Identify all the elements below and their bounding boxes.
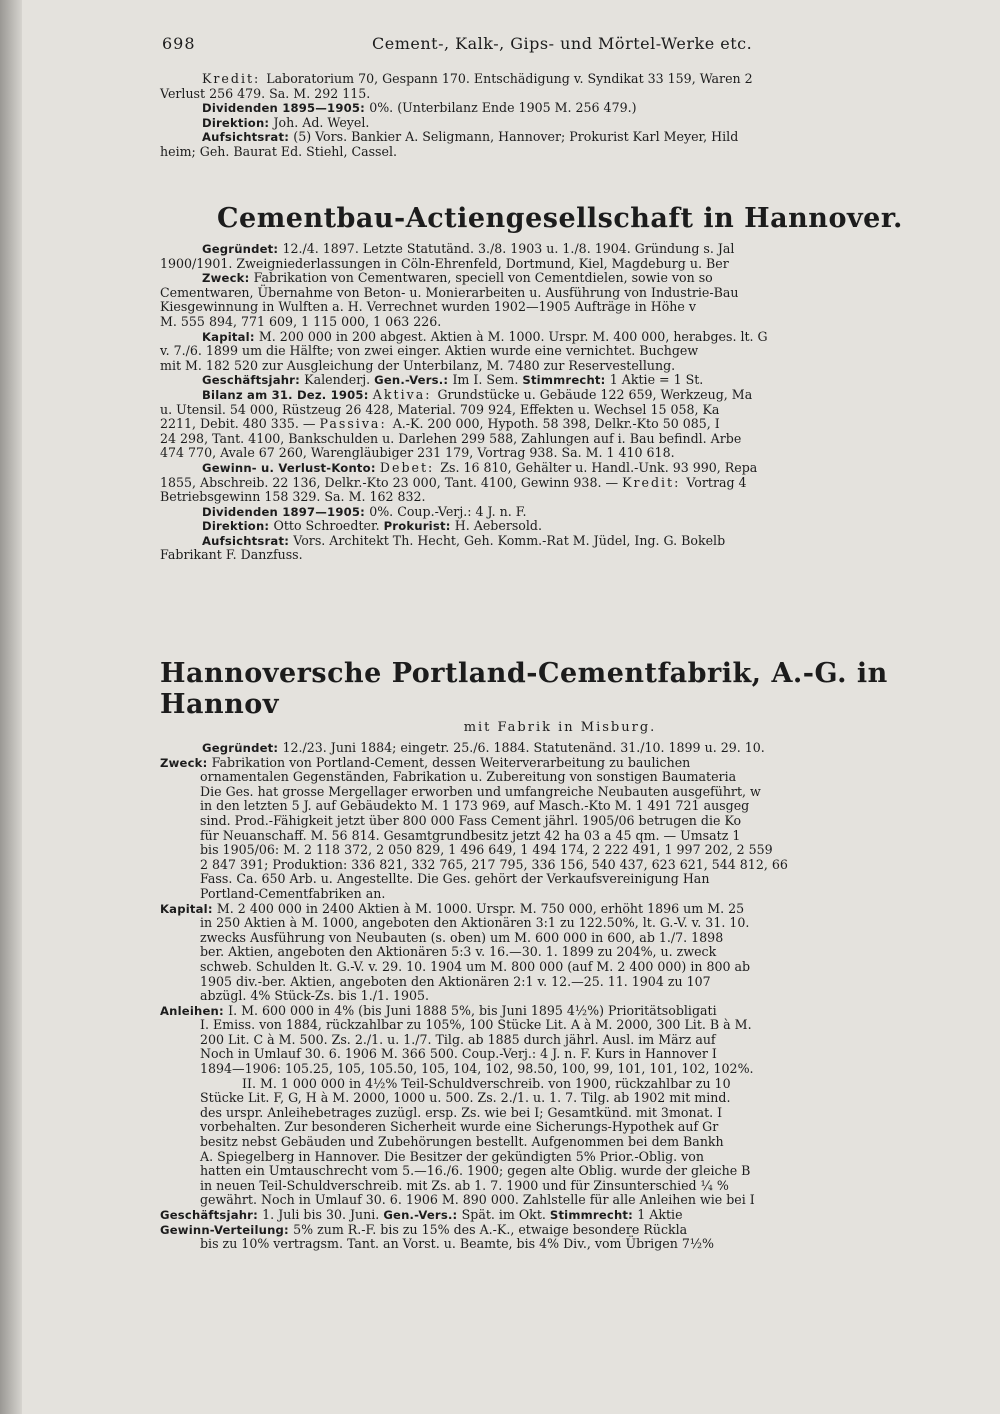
entry-text: 1905 div.-ber. Aktien, angeboten den Aktionären 2:1 v. 12.—25. 11. 1904 zu 107 [200, 973, 711, 989]
entry-text: Portland-Cementfabriken an. [200, 885, 386, 901]
entry-text: in 250 Aktien à M. 1000, angeboten den Aktionären 3:1 zu 122.50%, lt. G.-V. v. 31. 10. [200, 915, 750, 931]
page-binding-edge [0, 0, 22, 1414]
entry-text: Fass. Ca. 650 Arb. u. Angestellte. Die Ges. gehört der Verkaufsvereinigung Han [200, 871, 710, 887]
entry-text: 24 298, Tant. 4100, Bankschulden u. Darlehen 299 588, Zahlungen auf i. Bau befindl. Arbe [160, 430, 742, 446]
entry-text: Gegründet: 12./4. 1897. Letzte Statutänd. 3./8. 1903 u. 1./8. 1904. Gründung s. Jal [202, 241, 735, 256]
entry-text: Kapital: M. 200 000 in 200 abgest. Aktien à M. 1000. Urspr. M. 400 000, herabges. lt. G [202, 328, 768, 344]
entry-text: abzügl. 4% Stück-Zs. bis 1./1. 1905. [200, 988, 430, 1004]
entry-text: Anleihen: I. M. 600 000 in 4% (bis Juni 1888 5%, bis Juni 1895 4½%) Prioritätsobligati [160, 1002, 717, 1018]
entry-text: Zweck: Fabrikation von Portland-Cement, dessen Weiterverarbeitung zu baulichen [160, 754, 691, 770]
entry-text: Kredit: Laboratorium 70, Gespann 170. Entschädigung v. Syndikat 33 159, Waren 2 [202, 71, 753, 86]
page-number: 698 [162, 34, 196, 53]
company-heading: Hannoversche Portland-Cementfabrik, A.-G. in Hannov [160, 658, 888, 720]
entry-text: v. 7./6. 1899 um die Hälfte; von zwei einger. Aktien wurde eine vernichtet. Buchgew [160, 343, 699, 359]
entry-text: 200 Lit. C à M. 500. Zs. 2./1. u. 1./7. Tilg. ab 1885 durch jährl. Ausl. im März auf [200, 1031, 716, 1047]
entry-text: Cementwaren, Übernahme von Beton- u. Monierarbeiten u. Ausführung von Industrie-Bau [160, 284, 739, 300]
entry-text: Geschäftsjahr: Kalenderj. Gen.-Vers.: Im I. Sem. Stimmrecht: 1 Aktie = 1 St. [202, 372, 704, 388]
zweck-continuation [160, 770, 960, 901]
entry-text: Dividenden 1895—1905: 0%. (Unterbilanz Ende 1905 M. 256 479.) [202, 100, 637, 116]
entry-text: 2 847 391; Produktion: 336 821, 332 765, 217 795, 336 156, 540 437, 623 621, 544 812, 66 [200, 856, 788, 872]
entry-text: Direktion: Otto Schroedter. Prokurist: H. Aebersold. [202, 518, 542, 534]
entry-text: hatten ein Umtauschrecht vom 5.—16./6. 1900; gegen alte Oblig. wurde der gleiche B [200, 1163, 751, 1179]
entry-text: sind. Prod.-Fähigkeit jetzt über 800 000 Fass Cement jährl. 1905/06 betrugen die Ko [200, 812, 742, 828]
entry-text: in den letzten 5 J. auf Gebäudekto M. 1 173 969, auf Masch.-Kto M. 1 491 721 ausgeg [200, 798, 750, 814]
previous-entry-continuation [160, 72, 960, 160]
entry-text: Die Ges. hat grosse Mergellager erworben und umfangreiche Neubauten ausgeführt, w [200, 783, 761, 799]
entry-text: Dividenden 1897—1905: 0%. Coup.-Verj.: 4 J. n. F. [202, 503, 527, 519]
entry-text: Kapital: M. 2 400 000 in 2400 Aktien à M. 1000. Urspr. M. 750 000, erhöht 1896 um M. 25 [160, 900, 745, 916]
entry-text: 1900/1901. Zweigniederlassungen in Cöln-Ehrenfeld, Dortmund, Kiel, Magdeburg u. Ber [160, 255, 729, 271]
entry-text: Bilanz am 31. Dez. 1905: Aktiva: Grundstücke u. Gebäude 122 659, Werkzeug, Ma [202, 386, 753, 402]
company-heading: Cementbau-Actiengesellschaft in Hannover. [217, 203, 903, 234]
entry-text: I. Emiss. von 1884, rückzahlbar zu 105%, 100 Stücke Lit. A à M. 2000, 300 Lit. B à M. [200, 1017, 752, 1033]
entry-text: u. Utensil. 54 000, Rüstzeug 26 428, Material. 709 924, Effekten u. Wechsel 15 058, Ka [160, 401, 720, 417]
entry-text: in neuen Teil-Schuldverschreib. mit Zs. ab 1. 7. 1900 und für Zinsunterschied ¼ % [200, 1177, 729, 1193]
company-entry-cementbau [160, 203, 960, 563]
entry-text: Geschäftsjahr: 1. Juli bis 30. Juni. Gen.-Vers.: Spät. im Okt. Stimmrecht: 1 Aktie [160, 1207, 683, 1222]
anleihen-continuation [160, 1018, 960, 1208]
entry-text: Gegründet: 12./23. Juni 1884; eingetr. 25./6. 1884. Statutenänd. 31./10. 1899 u. 29. 10. [202, 740, 765, 755]
entry-text: für Neuanschaff. M. 56 814. Gesamtgrundbesitz jetzt 42 ha 03 a 45 qm. — Umsatz 1 [200, 827, 741, 843]
company-entry-hannoversche-portland [160, 658, 960, 1252]
entry-text: Gewinn- u. Verlust-Konto: Debet: Zs. 16 810, Gehälter u. Handl.-Unk. 93 990, Repa [202, 459, 758, 475]
entry-text: mit M. 182 520 zur Ausgleichung der Unterbilanz, M. 7480 zur Reservestellung. [160, 357, 676, 373]
running-header [162, 34, 962, 60]
entry-text: 1855, Abschreib. 22 136, Delkr.-Kto 23 000, Tant. 4100, Gewinn 938. — Kredit: Vortrag 4 [160, 474, 747, 490]
entry-text: Noch in Umlauf 30. 6. 1906 M. 366 500. Coup.-Verj.: 4 J. n. F. Kurs in Hannover I [200, 1046, 717, 1062]
running-title: Cement-, Kalk-, Gips- und Mörtel-Werke etc. [372, 34, 753, 53]
entry-text: II. M. 1 000 000 in 4½% Teil-Schuldverschreib. von 1900, rückzahlbar zu 10 [242, 1075, 731, 1091]
entry-text: M. 555 894, 771 609, 1 115 000, 1 063 226. [160, 313, 442, 329]
entry-text: 2211, Debit. 480 335. — Passiva: A.-K. 200 000, Hypoth. 58 398, Delkr.-Kto 50 085, I [160, 416, 720, 432]
entry-text: besitz nebst Gebäuden und Zubehörungen bestellt. Aufgenommen bei dem Bankh [200, 1134, 724, 1150]
entry-text: bis 1905/06: M. 2 118 372, 2 050 829, 1 496 649, 1 494 174, 2 222 491, 1 997 202, 2 559 [200, 842, 773, 858]
entry-text: Kiesgewinnung in Wulften a. H. Verrechnet wurden 1902—1905 Aufträge in Höhe v [160, 299, 696, 315]
entry-text: 474 770, Avale 67 260, Warengläubiger 231 179, Vortrag 938. Sa. M. 1 410 618. [160, 445, 675, 461]
entry-text: Betriebsgewinn 158 329. Sa. M. 162 832. [160, 489, 426, 505]
entry-text: ornamentalen Gegenständen, Fabrikation u. Zubereitung von sonstigen Baumateria [200, 769, 737, 785]
entry-text: Stücke Lit. F, G, H à M. 2000, 1000 u. 500. Zs. 2./1. u. 1. 7. Tilg. ab 1902 mit mind. [200, 1090, 731, 1106]
entry-text: A. Spiegelberg in Hannover. Die Besitzer der gekündigten 5% Prior.-Oblig. von [200, 1148, 704, 1164]
entry-text: schweb. Schulden lt. G.-V. v. 29. 10. 1904 um M. 800 000 (auf M. 2 400 000) in 800 ab [200, 958, 751, 974]
entry-text: vorbehalten. Zur besonderen Sicherheit wurde eine Sicherungs-Hypothek auf Gr [200, 1119, 719, 1135]
entry-text: Verlust 256 479. Sa. M. 292 115. [160, 85, 371, 101]
entry-text: zwecks Ausführung von Neubauten (s. oben) um M. 600 000 in 600, ab 1./7. 1898 [200, 929, 724, 945]
zweck-section [160, 756, 960, 771]
company-subheading: mit Fabrik in Misburg. [463, 720, 657, 735]
entry-text: 1894—1906: 105.25, 105, 105.50, 105, 104, 102, 98.50, 100, 99, 101, 101, 102, 102%. [200, 1061, 754, 1077]
entry-text: ber. Aktien, angeboten den Aktionären 5:3 v. 16.—30. 1. 1899 zu 204%, u. zweck [200, 944, 717, 960]
entry-text: Aufsichtsrat: (5) Vors. Bankier A. Seligmann, Hannover; Prokurist Karl Meyer, Hild [202, 129, 739, 145]
entry-text: des urspr. Anleihebetrages zuzügl. ersp. Zs. wie bei I; Gesamtkünd. mit 3monat. I [200, 1104, 723, 1120]
entry-text: bis zu 10% vertragsm. Tant. an Vorst. u. Beamte, bis 4% Div., vom Übrigen 7½% [200, 1236, 715, 1252]
entry-text: Direktion: Joh. Ad. Weyel. [202, 114, 370, 130]
entry-text: Aufsichtsrat: Vors. Architekt Th. Hecht, Geh. Komm.-Rat M. Jüdel, Ing. G. Bokelb [202, 532, 726, 548]
entry-text: Gewinn-Verteilung: 5% zum R.-F. bis zu 15% des A.-K., etwaige besondere Rückla [160, 1221, 688, 1237]
kapital-continuation [160, 916, 960, 1004]
entry-text: heim; Geh. Baurat Ed. Stiehl, Cassel. [160, 143, 398, 159]
entry-text: gewährt. Noch in Umlauf 30. 6. 1906 M. 890 000. Zahlstelle für alle Anleihen wie bei I [200, 1192, 755, 1208]
entry-text: Fabrikant F. Danzfuss. [160, 547, 303, 563]
entry-text: Zweck: Fabrikation von Cementwaren, speciell von Cementdielen, sowie von so [202, 270, 713, 286]
